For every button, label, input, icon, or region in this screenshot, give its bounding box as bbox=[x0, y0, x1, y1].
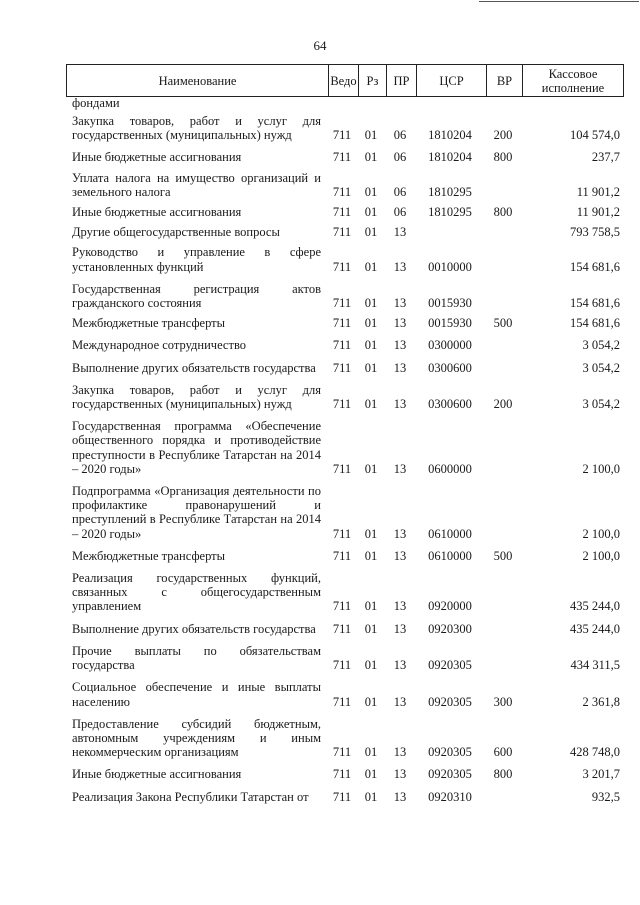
cell-sum: 2 100,0 bbox=[582, 461, 620, 476]
table-row bbox=[66, 225, 624, 239]
cell-pr: 13 bbox=[393, 397, 407, 412]
cell-ved: 711 bbox=[332, 461, 352, 476]
cell-pr: 06 bbox=[393, 150, 407, 165]
cell-pr: 13 bbox=[393, 694, 407, 709]
cell-csr: 0920305 bbox=[428, 658, 472, 673]
continued-text: фондами bbox=[72, 96, 120, 110]
cell-sum: 3 054,2 bbox=[582, 397, 620, 412]
cell-pr: 13 bbox=[393, 296, 407, 311]
cell-vr: 600 bbox=[493, 745, 513, 760]
cell-csr: 0920305 bbox=[428, 694, 472, 709]
cell-pr: 13 bbox=[393, 338, 407, 353]
cell-rz: 01 bbox=[364, 397, 378, 412]
cell-pr: 13 bbox=[393, 745, 407, 760]
cell-rz: 01 bbox=[364, 658, 378, 673]
cell-csr: 0010000 bbox=[428, 259, 472, 274]
cell-vr: 800 bbox=[493, 205, 513, 220]
cell-ved: 711 bbox=[332, 548, 352, 563]
table-row bbox=[66, 361, 624, 375]
cell-rz: 01 bbox=[364, 621, 378, 636]
top-rule bbox=[479, 1, 639, 2]
cell-vr: 500 bbox=[493, 316, 513, 331]
cell-name: Подпрограмма «Организация деятельности по профилактике правонарушений и преступлений в Республике Татарстан на 2014 – 2020 годы» bbox=[72, 484, 321, 541]
table-row bbox=[66, 114, 624, 142]
cell-vr: 200 bbox=[493, 128, 513, 143]
cell-csr: 1810204 bbox=[428, 150, 472, 165]
cell-name: Международное сотрудничество bbox=[72, 338, 247, 353]
cell-sum: 154 681,6 bbox=[570, 316, 620, 331]
cell-csr: 0920310 bbox=[428, 789, 472, 804]
table-row bbox=[66, 790, 624, 804]
cell-csr: 0920305 bbox=[428, 745, 472, 760]
cell-sum: 154 681,6 bbox=[570, 259, 620, 274]
cell-name: Иные бюджетные ассигнования bbox=[72, 150, 242, 165]
cell-csr: 1810295 bbox=[428, 205, 472, 220]
cell-sum: 435 244,0 bbox=[570, 599, 620, 614]
table-row bbox=[66, 419, 624, 476]
cell-sum: 2 100,0 bbox=[582, 526, 620, 541]
cell-name: Руководство и управление в сфере установленных функций bbox=[72, 245, 321, 274]
cell-rz: 01 bbox=[364, 548, 378, 563]
cell-vr: 500 bbox=[493, 548, 513, 563]
cell-sum: 932,5 bbox=[591, 789, 620, 804]
cell-csr: 0015930 bbox=[428, 296, 472, 311]
cell-name: Государственная регистрация актов гражданского состояния bbox=[72, 281, 321, 311]
cell-sum: 11 901,2 bbox=[576, 184, 620, 199]
cell-sum: 237,7 bbox=[591, 150, 620, 165]
cell-pr: 13 bbox=[393, 599, 407, 614]
table-header bbox=[66, 64, 624, 97]
cell-sum: 104 574,0 bbox=[570, 128, 620, 143]
cell-rz: 01 bbox=[364, 316, 378, 331]
table-row bbox=[66, 205, 624, 219]
cell-name: Социальное обеспечение и иные выплаты населению bbox=[72, 680, 321, 709]
table-row bbox=[66, 680, 624, 708]
cell-name: Другие общегосударственные вопросы bbox=[72, 225, 280, 240]
cell-name: Реализация государственных функций, связанных с общегосударственным управлением bbox=[72, 571, 321, 614]
cell-pr: 06 bbox=[393, 184, 407, 199]
cell-rz: 01 bbox=[364, 205, 378, 220]
cell-name: Предоставление субсидий бюджетным, автономным учреждениям и иным некоммерческим организациям bbox=[72, 716, 321, 760]
cell-csr: 0610000 bbox=[428, 548, 472, 563]
cell-rz: 01 bbox=[364, 338, 378, 353]
cell-ved: 711 bbox=[332, 621, 352, 636]
col-header-csr: ЦСР bbox=[416, 65, 486, 96]
cell-name: Прочие выплаты по обязательствам государства bbox=[72, 643, 321, 673]
cell-rz: 01 bbox=[364, 150, 378, 165]
table-row bbox=[66, 549, 624, 563]
table-row bbox=[66, 571, 624, 614]
col-header-ved: Ведо bbox=[328, 65, 358, 96]
table-row bbox=[66, 171, 624, 199]
cell-sum: 434 311,5 bbox=[570, 658, 620, 673]
table-row bbox=[66, 150, 624, 164]
cell-ved: 711 bbox=[332, 599, 352, 614]
cell-csr: 0610000 bbox=[428, 526, 472, 541]
cell-name: Иные бюджетные ассигнования bbox=[72, 205, 242, 220]
cell-ved: 711 bbox=[332, 789, 352, 804]
cell-vr: 300 bbox=[493, 694, 513, 709]
cell-pr: 13 bbox=[393, 461, 407, 476]
cell-sum: 154 681,6 bbox=[570, 296, 620, 311]
cell-csr: 0920300 bbox=[428, 621, 472, 636]
cell-pr: 13 bbox=[393, 548, 407, 563]
cell-sum: 3 054,2 bbox=[582, 338, 620, 353]
cell-name: Выполнение других обязательств государства bbox=[72, 360, 316, 375]
table-row bbox=[66, 767, 624, 781]
cell-name: Иные бюджетные ассигнования bbox=[72, 767, 242, 782]
cell-rz: 01 bbox=[364, 296, 378, 311]
cell-name: Межбюджетные трансферты bbox=[72, 548, 226, 563]
cell-ved: 711 bbox=[332, 150, 352, 165]
cell-csr: 0300000 bbox=[428, 338, 472, 353]
cell-name: Закупка товаров, работ и услуг для государственных (муниципальных) нужд bbox=[72, 382, 321, 412]
cell-sum: 11 901,2 bbox=[576, 205, 620, 220]
cell-ved: 711 bbox=[332, 745, 352, 760]
cell-sum: 428 748,0 bbox=[570, 745, 620, 760]
cell-rz: 01 bbox=[364, 461, 378, 476]
cell-csr: 1810295 bbox=[428, 184, 472, 199]
cell-ved: 711 bbox=[332, 184, 352, 199]
cell-rz: 01 bbox=[364, 259, 378, 274]
cell-ved: 711 bbox=[332, 767, 352, 782]
table-row bbox=[66, 484, 624, 541]
cell-ved: 711 bbox=[332, 296, 352, 311]
table-row bbox=[66, 622, 624, 636]
cell-pr: 06 bbox=[393, 128, 407, 143]
cell-sum: 793 758,5 bbox=[570, 225, 620, 240]
col-header-rz: Рз bbox=[358, 65, 386, 96]
cell-sum: 2 361,8 bbox=[582, 694, 620, 709]
cell-ved: 711 bbox=[332, 316, 352, 331]
cell-rz: 01 bbox=[364, 789, 378, 804]
table-row bbox=[66, 282, 624, 310]
table-row bbox=[66, 717, 624, 760]
cell-pr: 13 bbox=[393, 225, 407, 240]
cell-csr: 0920000 bbox=[428, 599, 472, 614]
cell-sum: 3 054,2 bbox=[582, 360, 620, 375]
cell-ved: 711 bbox=[332, 259, 352, 274]
cell-rz: 01 bbox=[364, 225, 378, 240]
cell-sum: 435 244,0 bbox=[570, 621, 620, 636]
table-row bbox=[66, 316, 624, 330]
table-row bbox=[66, 338, 624, 352]
cell-pr: 06 bbox=[393, 205, 407, 220]
table-row bbox=[66, 245, 624, 273]
col-header-sum: Кассовое исполнение bbox=[522, 65, 623, 96]
cell-ved: 711 bbox=[332, 526, 352, 541]
cell-ved: 711 bbox=[332, 225, 352, 240]
cell-rz: 01 bbox=[364, 360, 378, 375]
cell-vr: 800 bbox=[493, 767, 513, 782]
cell-name: Межбюджетные трансферты bbox=[72, 316, 226, 331]
table-row bbox=[66, 383, 624, 411]
cell-ved: 711 bbox=[332, 360, 352, 375]
cell-name: Реализация Закона Республики Татарстан от bbox=[72, 789, 309, 804]
cell-csr: 1810204 bbox=[428, 128, 472, 143]
cell-name: Уплата налога на имущество организаций и земельного налога bbox=[72, 170, 321, 199]
cell-ved: 711 bbox=[332, 694, 352, 709]
cell-ved: 711 bbox=[332, 338, 352, 353]
cell-pr: 13 bbox=[393, 259, 407, 274]
cell-ved: 711 bbox=[332, 397, 352, 412]
cell-vr: 800 bbox=[493, 150, 513, 165]
cell-ved: 711 bbox=[332, 205, 352, 220]
cell-csr: 0015930 bbox=[428, 316, 472, 331]
table-body bbox=[66, 114, 624, 804]
table-row bbox=[66, 644, 624, 672]
cell-sum: 2 100,0 bbox=[582, 548, 620, 563]
cell-pr: 13 bbox=[393, 658, 407, 673]
cell-csr: 0600000 bbox=[428, 461, 472, 476]
cell-pr: 13 bbox=[393, 789, 407, 804]
cell-rz: 01 bbox=[364, 767, 378, 782]
cell-name: Закупка товаров, работ и услуг для государственных (муниципальных) нужд bbox=[72, 114, 321, 143]
cell-pr: 13 bbox=[393, 767, 407, 782]
cell-rz: 01 bbox=[364, 694, 378, 709]
cell-rz: 01 bbox=[364, 526, 378, 541]
page-number: 64 bbox=[313, 38, 327, 53]
cell-pr: 13 bbox=[393, 360, 407, 375]
cell-ved: 711 bbox=[332, 128, 352, 143]
cell-vr: 200 bbox=[493, 397, 513, 412]
cell-name: Государственная программа «Обеспечение общественного порядка и противодействие преступности в Республике Татарстан на 2014 – 2020 годы» bbox=[72, 419, 321, 476]
col-header-pr: ПР bbox=[386, 65, 416, 96]
cell-pr: 13 bbox=[393, 316, 407, 331]
cell-csr: 0920305 bbox=[428, 767, 472, 782]
cell-sum: 3 201,7 bbox=[582, 767, 620, 782]
cell-rz: 01 bbox=[364, 184, 378, 199]
cell-csr: 0300600 bbox=[428, 397, 472, 412]
cell-pr: 13 bbox=[393, 621, 407, 636]
cell-ved: 711 bbox=[332, 658, 352, 673]
cell-rz: 01 bbox=[364, 128, 378, 143]
col-header-vr: ВР bbox=[486, 65, 522, 96]
cell-pr: 13 bbox=[393, 526, 407, 541]
cell-rz: 01 bbox=[364, 599, 378, 614]
cell-rz: 01 bbox=[364, 745, 378, 760]
cell-csr: 0300600 bbox=[428, 360, 472, 375]
col-header-name: Наименование bbox=[158, 73, 237, 88]
cell-name: Выполнение других обязательств государства bbox=[72, 621, 316, 636]
